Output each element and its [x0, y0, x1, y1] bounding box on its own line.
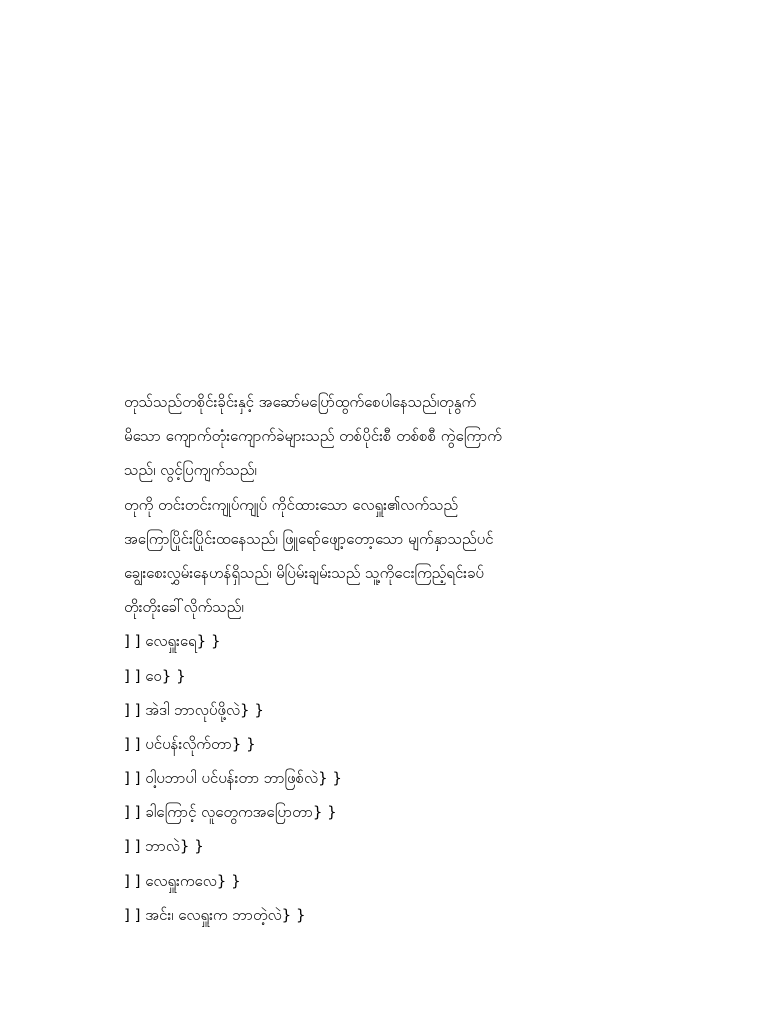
paragraph-line: တိုးတိုးခေါ်လိုက်သည်၊	[124, 598, 244, 617]
dialogue-line: ] ] ပင်ပန်းလိုက်တာ} }	[124, 734, 256, 753]
body-text	[124, 385, 644, 932]
dialogue-line: ] ] အဲဒါ ဘာလုပ်ဖို့လဲ} }	[124, 700, 264, 719]
dialogue-line: ] ] ဝေ} }	[124, 666, 186, 685]
paragraph-line: အကြောပြိုင်းပြိုင်းထနေသည်၊ ဖြူရော်ဖျော့တော့သော မျက်နှာသည်ပင်	[124, 529, 494, 548]
paragraph-line: တုကို တင်းတင်းကျုပ်ကျုပ် ကိုင်ထားသော လေရှူး၏လက်သည်	[124, 495, 459, 514]
paragraph-line: မိသော ကျောက်တုံးကျောက်ခဲများသည် တစ်ပိုင်းစီ တစ်စစီ ကွဲကြောက်	[124, 427, 502, 446]
dialogue-line: ] ] ဝါ့ပဘာပါ ပင်ပန်းတာ ဘာဖြစ်လဲ} }	[124, 769, 342, 788]
dialogue-line: ] ] ခါကြောင့် လူတွေကအပြောတာ} }	[124, 803, 337, 822]
dialogue-line: ] ] ဘာလဲ} }	[124, 837, 204, 856]
dialogue-line: ] ] လေရှူးကလေ} }	[124, 871, 241, 890]
paragraph-line: တုသ်သည်တစိုင်းခိုင်းနှင့် အဆော်မပြော်ထွက်စေပါနေသည်၊တုနွက်	[124, 393, 477, 411]
dialogue-line: ] ] အင်း၊ လေရှူးက ဘာတဲ့လဲ} }	[124, 905, 306, 924]
dialogue-line: ] ] လေရှူးရေ} }	[124, 632, 221, 651]
paragraph-line: သည်၊ လွင့်ပြကျက်သည်၊	[124, 461, 257, 480]
paragraph-line: ချွေးစေးလွှမ်းနေဟန်ရှိသည်၊ မိပြဲမ်းချမ်းသည် သူ့ကိုငေးကြည့်ရင်းခပ်	[124, 563, 484, 582]
